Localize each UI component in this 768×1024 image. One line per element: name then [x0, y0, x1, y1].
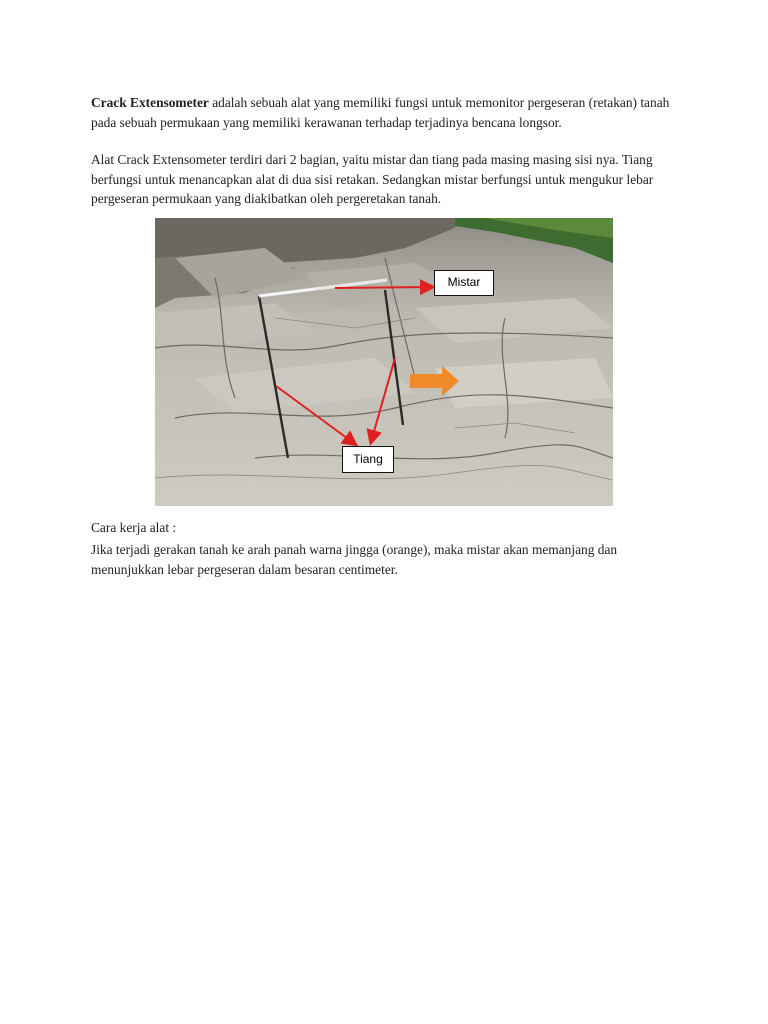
label-tiang: Tiang — [342, 446, 394, 473]
extensometer-photo — [155, 218, 613, 506]
label-mistar: Mistar — [434, 270, 494, 296]
intro-paragraph — [91, 93, 681, 132]
term-crack-extensometer: Crack Extensometer — [91, 95, 209, 110]
intro-text: adalah sebuah alat yang memiliki fungsi untuk memonitor pergeseran (retakan) tanah pada sebuah permukaan yang memiliki kerawanan terhadap terjadinya bencana longsor. — [91, 95, 670, 130]
howto-heading: Cara kerja alat : — [91, 520, 177, 535]
parts-paragraph: Alat Crack Extensometer terdiri dari 2 bagian, yaitu mistar dan tiang pada masing masing sisi nya. Tiang berfungsi untuk menancapkan alat di dua sisi retakan. Sedangkan mistar berfungsi untuk mengukur lebar pergeseran permukaan yang diakibatkan oleh pergeretakan tanah. — [91, 152, 654, 206]
howto-paragraph: Jika terjadi gerakan tanah ke arah panah warna jingga (orange), maka mistar akan memanjang dan menunjukkan lebar pergeseran dalam besaran centimeter. — [91, 542, 618, 577]
